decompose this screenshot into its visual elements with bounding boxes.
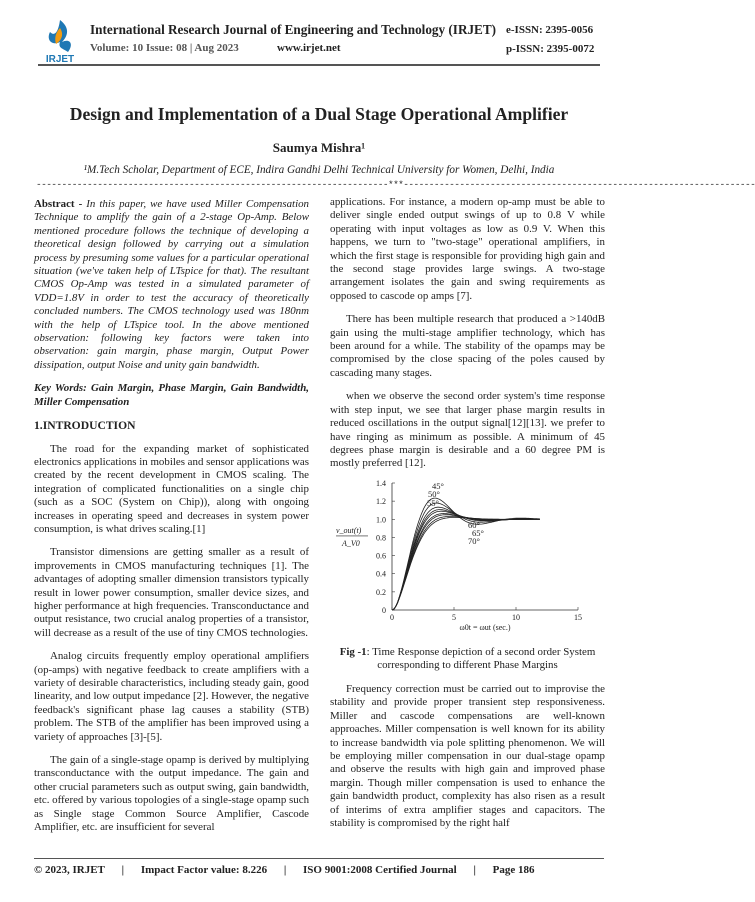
y-tick-label: 0 [382,606,386,615]
response-curve [392,510,540,610]
footer-separator: | [121,864,125,876]
step-response-figure [330,475,605,645]
right-column-top [330,196,605,481]
response-curve [392,514,540,611]
intro-paragraph-1: The road for the expanding market of sophisticated electronics applications in mobiles and sensor applications was created by the recent development in CMOS scaling. The integration of complicated functionalities on a single chip (such as a SOC (System on Chip)), along with ongoing increases in operating speed and decreases in system power consumption, is what drives scaling.[1] [34,442,309,535]
figure-caption [330,646,605,673]
intro-paragraph-3: Analog circuits frequently employ operational amplifiers (op-amps) with negative feedback to create amplifiers with a variety of desirable characteristics, including steady gain, good linearity, and low output impedance [2]. However, the negative feedback's significant phase lag causes a stability (STB) problem. The STB of the amplifier has been improved using a variety of approaches [3]-[5]. [34,650,309,743]
right-paragraph-3: when we observe the second order system's time response with step input, we see that larger phase margin results in reduced oscillations in the output signal[12][13]. we prefer to have ringing as minimum as possible. A minimum of 45 degrees phase margin is desirable and a 60 degree PM is mostly preferred [12]. [330,390,605,470]
x-tick-label: 15 [574,613,582,622]
y-tick-label: 1.4 [376,479,386,488]
footer-separator: | [283,864,287,876]
response-curve [392,511,540,610]
response-curve [392,516,540,610]
page-footer [34,864,604,876]
logo-emblem-icon [40,18,80,64]
y-axis-label-numerator: v_out(t) [336,525,362,535]
right-column-bottom [330,683,605,840]
y-axis-label-denominator: A_V0 [342,538,360,548]
right-paragraph-1: applications. For instance, a modern op-amp must be able to deliver single ended output swings of up to 0.8 V while operating with input voltages as low as 0.9 V. When this happens, we turn to "two-stage" operational amplifiers, in which the first stage is responsible for providing high gain and the second stage provides large swings. A two-stage arrangement isolates the gain and swing requirements as opposed to cascode op amps [7]. [330,196,605,302]
series-label: 60° [468,520,480,530]
figure-caption-text: : Time Response depiction of a second order System corresponding to different Phase Margins [366,646,596,672]
y-tick-label: 0.4 [376,569,386,579]
intro-paragraph-2: Transistor dimensions are getting smaller as a result of improvements in CMOS manufacturing techniques [1]. The advantages of adopting smaller dimension transistors typically result in lower power consumption, smaller device sizes, and higher performance at high frequencies. Transconductance and output resistance, two crucial analog properties of a transistor, will decrease as a result of the use of tiny CMOS technologies. [34,546,309,639]
volume-issue: Volume: 10 Issue: 08 | Aug 2023 [90,42,239,54]
p-issn: p-ISSN: 2395-0072 [506,43,595,55]
author-affiliation: ¹M.Tech Scholar, Department of ECE, Indira Gandhi Delhi Technical University for Women, Delhi, India [83,164,555,176]
abstract-label: Abstract - [34,198,87,210]
y-tick-label: 0.6 [376,551,386,561]
right-paragraph-2: There has been multiple research that produced a >140dB gain using the multi-stage amplifier technology, which has been around for a while. The stability of the opamps may be compromised by the close spacing of the poles caused by cascading many stages. [330,313,605,379]
section-divider: ---------------------------------------------------------------------***--------------------------------------------------------------------- [36,179,755,190]
x-tick-label: 10 [512,613,520,622]
figure-caption-label: Fig -1 [339,646,367,658]
series-label: 45° [432,481,444,491]
e-issn: e-ISSN: 2395-0056 [506,24,594,36]
website-link[interactable]: www.irjet.net [277,42,341,54]
irjet-logo [40,18,80,64]
y-tick-label: 0.2 [376,587,386,597]
journal-name: International Research Journal of Engineering and Technology (IRJET) [90,22,497,37]
series-label: 65° [472,528,484,538]
section-heading-introduction: 1.INTRODUCTION [34,419,136,433]
x-axis-label: ω0t = ωut (sec.) [459,623,511,632]
y-tick-label: 0.8 [376,533,386,543]
right-paragraph-4: Frequency correction must be carried out to improvise the stability and provide proper transient step responsiveness. Miller and cascode compensations are well-known approaches. Miller compensation is well known for its ability to increase bandwidth via pole splitting phenomenon. We will be employing miller compensation in our dual-stage opamp and observe the results with high gain and improved phase margin. Though miller compensation is used to enhance the gain bandwidth product, complexity has also risen as a result of interims of extra amplifier stages and capacitors. The stability is compromised by the right half [330,683,605,830]
y-tick-label: 1.2 [376,497,386,507]
abstract-text: In this paper, we have used Miller Compensation Technique to amplify the gain of a 2-stage Op-Amp. Below mentioned procedure follows the technique of developing a theoretical design followed by carrying out a simulation process by presuming some values for a particular operational situation (we've taken help of LTspice for that). The resultant CMOS Op-Amp was tested in a simulated parameter of VDD=1.8V in order to test the accuracy of theoretically concluded numbers. The CMOS technology used was 180nm with the help of LTspice tool. In the above mentioned observation: following key factors were taken into observation: gain margin, phase margin, Output Power dissipation, output Noise and unity gain bandwidth. [34,198,309,371]
abstract [34,198,309,372]
y-tick-label: 1.0 [376,515,386,525]
step-response-chart [330,475,605,645]
response-curve [392,515,540,610]
header-rule [38,64,600,66]
footer-iso: ISO 9001:2008 Certified Journal [303,864,457,876]
left-column [34,198,309,844]
intro-paragraph-4: The gain of a single-stage opamp is derived by multiplying transconductance with the output impedance. The gain and other crucial parameters such as output swing, gain bandwidth, etc. offered by various topologies of a single-stage opamp such as Single stage Common Source Amplifier, Cascode Amplifier, etc. are insufficient for several [34,754,310,834]
x-tick-label: 5 [452,613,456,622]
logo-text: IRJET [45,54,75,65]
footer-copyright: © 2023, IRJET [34,864,105,876]
paper-author: Saumya Mishra¹ [272,140,366,155]
x-tick-label: 0 [390,613,394,622]
series-label: 70° [468,536,480,546]
paper-title: Design and Implementation of a Dual Stage Operational Amplifier [69,104,569,124]
series-label: 50° [428,489,440,499]
footer-impact-factor: Impact Factor value: 8.226 [140,864,268,876]
series-label: 55° [427,498,439,508]
keywords: Key Words: Gain Margin, Phase Margin, Gain Bandwidth, Miller Compensation [34,382,309,408]
response-curve [392,507,540,610]
footer-page-number: Page 186 [492,864,535,876]
response-curve [392,518,540,611]
footer-rule [34,858,604,859]
footer-separator: | [473,864,476,876]
